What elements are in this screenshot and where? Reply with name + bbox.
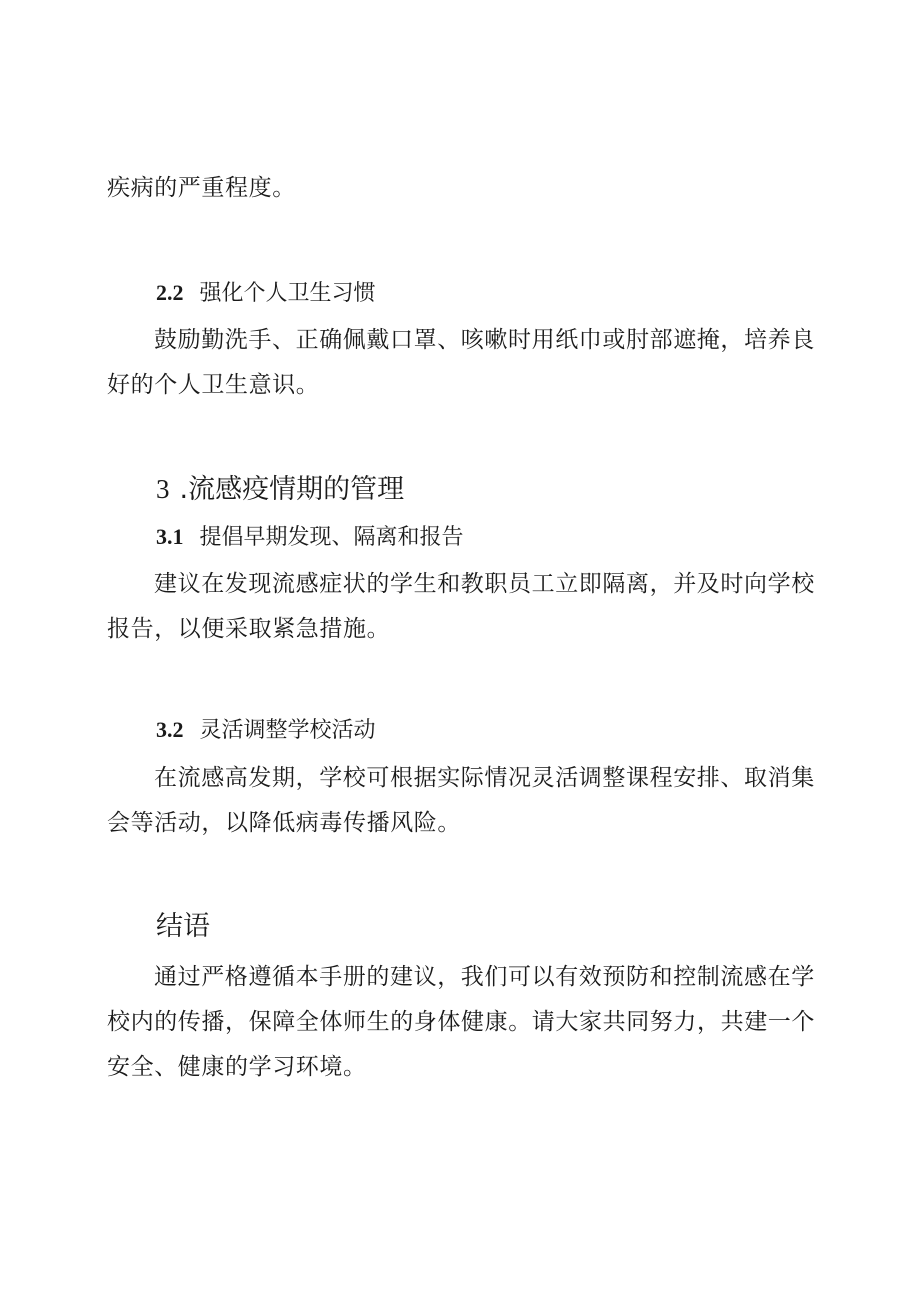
heading-number: 2.2: [156, 280, 184, 305]
heading-3-2: [156, 715, 376, 746]
heading-number: 3: [156, 474, 170, 504]
paragraph-continuation: 疾病的严重程度。: [107, 175, 296, 201]
paragraph-conclusion: 通过严格遵循本手册的建议，我们可以有效预防和控制流感在学校内的传播，保障全体师生的身体健康。请大家共同努力，共建一个安全、健康的学习环境。: [107, 964, 815, 1080]
paragraph-adjust-activities: 在流感高发期，学校可根据实际情况灵活调整课程安排、取消集会等活动，以降低病毒传播风险。: [107, 765, 815, 836]
heading-2-2: [156, 278, 376, 309]
heading-title: .流感疫情期的管理: [179, 474, 405, 505]
heading-number: 3.2: [156, 717, 184, 742]
paragraph-early-detection: 建议在发现流感症状的学生和教职员工立即隔离，并及时向学校报告，以便采取紧急措施。: [107, 571, 815, 642]
paragraph-hygiene: 鼓励勤洗手、正确佩戴口罩、咳嗽时用纸巾或肘部遮掩，培养良好的个人卫生意识。: [107, 327, 815, 398]
heading-title: 提倡早期发现、隔离和报告: [199, 525, 464, 550]
heading-title: 强化个人卫生习惯: [199, 281, 376, 306]
heading-3: [156, 471, 404, 508]
heading-3-1: [156, 522, 464, 553]
heading-conclusion: 结语: [156, 911, 210, 942]
heading-title: 灵活调整学校活动: [199, 718, 376, 743]
heading-number: 3.1: [156, 524, 184, 549]
